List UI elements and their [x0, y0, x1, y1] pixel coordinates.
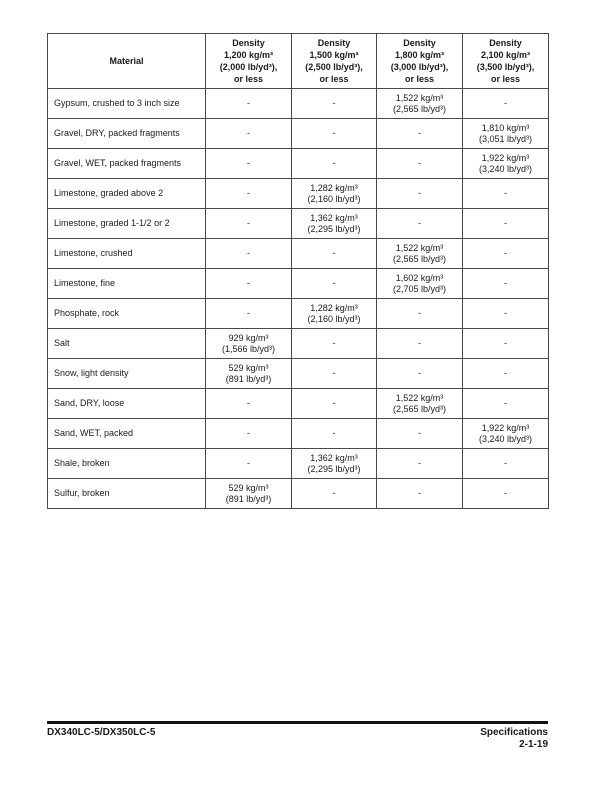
density-value-line: (2,295 lb/yd³) [307, 463, 361, 474]
density-cell: - [463, 449, 549, 479]
header-line: or less [233, 74, 264, 84]
density-column-header [206, 34, 292, 89]
density-cell [463, 119, 549, 149]
table-row [48, 119, 549, 149]
density-cell: - [292, 419, 377, 449]
density-cell: - [206, 299, 292, 329]
density-value-line: (2,565 lb/yd³) [392, 253, 447, 264]
density-value-line: 1,922 kg/m³ [481, 152, 530, 163]
header-line: 1,800 kg/m³ [394, 50, 445, 60]
header-line: or less [404, 74, 435, 84]
material-cell: Snow, light density [48, 359, 206, 389]
density-cell: - [377, 149, 463, 179]
density-cell: - [292, 119, 377, 149]
material-cell: Gravel, DRY, packed fragments [48, 119, 206, 149]
density-cell [292, 209, 377, 239]
density-cell: - [292, 89, 377, 119]
density-cell: - [206, 419, 292, 449]
table-row [48, 479, 549, 509]
header-line: Density [317, 38, 351, 48]
header-line: Density [403, 38, 436, 48]
density-table [47, 33, 549, 509]
material-cell: Shale, broken [48, 449, 206, 479]
density-cell: - [463, 209, 549, 239]
material-cell: Limestone, crushed [48, 239, 206, 269]
density-cell: - [206, 269, 292, 299]
density-cell: - [377, 119, 463, 149]
density-cell: - [206, 179, 292, 209]
density-cell: - [292, 239, 377, 269]
density-cell: - [292, 329, 377, 359]
density-value-line: (3,240 lb/yd³) [478, 433, 533, 444]
density-cell: - [463, 269, 549, 299]
header-line: (3,500 lb/yd³), [476, 62, 535, 72]
density-cell: - [463, 179, 549, 209]
header-line: 1,200 kg/m³ [223, 50, 274, 60]
density-cell: - [377, 329, 463, 359]
density-cell [206, 359, 292, 389]
density-cell: - [463, 359, 549, 389]
density-cell: - [377, 209, 463, 239]
header-line: Density [489, 38, 522, 48]
density-value-line: (1,566 lb/yd³) [221, 343, 276, 354]
material-cell: Sand, WET, packed [48, 419, 206, 449]
density-value-line: 1,282 kg/m³ [310, 182, 358, 193]
header-line: Density [232, 38, 265, 48]
density-value-line: (891 lb/yd³) [225, 373, 272, 384]
density-value-line: (2,295 lb/yd³) [307, 223, 361, 234]
density-value-line: (891 lb/yd³) [225, 493, 272, 504]
density-value-line: 1,362 kg/m³ [310, 452, 358, 463]
density-cell [206, 479, 292, 509]
density-cell: - [292, 359, 377, 389]
density-cell [377, 89, 463, 119]
density-cell: - [206, 149, 292, 179]
density-cell [377, 389, 463, 419]
header-line: or less [490, 74, 521, 84]
header-line: (2,500 lb/yd³), [305, 62, 363, 72]
density-cell: - [463, 239, 549, 269]
header-line: 2,100 kg/m³ [480, 50, 531, 60]
header-line: (3,000 lb/yd³), [390, 62, 449, 72]
density-value-line: 529 kg/m³ [228, 482, 269, 493]
density-value-line: 1,282 kg/m³ [310, 302, 358, 313]
density-cell: - [377, 479, 463, 509]
density-cell [377, 269, 463, 299]
density-value-line: 1,522 kg/m³ [395, 242, 444, 253]
density-cell: - [292, 479, 377, 509]
material-cell: Sulfur, broken [48, 479, 206, 509]
table-row [48, 389, 549, 419]
table-row [48, 179, 549, 209]
table-row [48, 329, 549, 359]
density-value-line: 1,810 kg/m³ [481, 122, 530, 133]
material-cell: Gravel, WET, packed fragments [48, 149, 206, 179]
footer-model-label: DX340LC-5/DX350LC-5 [47, 727, 156, 738]
density-cell: - [206, 449, 292, 479]
material-cell: Limestone, graded above 2 [48, 179, 206, 209]
density-cell [463, 149, 549, 179]
table-row [48, 299, 549, 329]
header-row [48, 34, 549, 89]
density-cell: - [377, 419, 463, 449]
header-line: 1,500 kg/m³ [309, 50, 359, 60]
table-row [48, 149, 549, 179]
table-row [48, 239, 549, 269]
density-cell: - [292, 149, 377, 179]
density-cell: - [463, 299, 549, 329]
material-cell: Limestone, graded 1-1/2 or 2 [48, 209, 206, 239]
density-cell [463, 419, 549, 449]
table-row [48, 419, 549, 449]
density-cell: - [206, 209, 292, 239]
density-value-line: (2,160 lb/yd³) [307, 313, 361, 324]
density-value-line: (2,160 lb/yd³) [307, 193, 361, 204]
material-cell: Limestone, fine [48, 269, 206, 299]
material-cell: Salt [48, 329, 206, 359]
table-row [48, 89, 549, 119]
density-cell: - [206, 389, 292, 419]
density-value-line: (2,565 lb/yd³) [392, 103, 447, 114]
material-cell: Sand, DRY, loose [48, 389, 206, 419]
density-cell: - [377, 449, 463, 479]
density-column-header [463, 34, 549, 89]
density-cell [292, 299, 377, 329]
density-value-line: 1,922 kg/m³ [481, 422, 530, 433]
density-cell: - [292, 389, 377, 419]
density-cell [292, 449, 377, 479]
density-value-line: 1,522 kg/m³ [395, 392, 444, 403]
density-value-line: 1,362 kg/m³ [310, 212, 358, 223]
density-value-line: (2,705 lb/yd³) [392, 283, 447, 294]
density-cell: - [377, 179, 463, 209]
density-value-line: (3,240 lb/yd³) [478, 163, 533, 174]
density-cell: - [463, 329, 549, 359]
density-value-line: 529 kg/m³ [228, 362, 269, 373]
density-value-line: 1,602 kg/m³ [395, 272, 444, 283]
footer-section-label: Specifications [480, 727, 548, 738]
density-value-line: (2,565 lb/yd³) [392, 403, 447, 414]
density-cell [206, 329, 292, 359]
density-value-line: (3,051 lb/yd³) [478, 133, 533, 144]
material-cell: Phosphate, rock [48, 299, 206, 329]
material-column-header: Material [48, 34, 206, 89]
footer-rule [47, 721, 548, 724]
density-cell: - [206, 239, 292, 269]
density-cell: - [463, 389, 549, 419]
density-column-header [377, 34, 463, 89]
density-value-line: 929 kg/m³ [228, 332, 269, 343]
density-cell [377, 239, 463, 269]
density-cell: - [463, 479, 549, 509]
density-cell: - [377, 299, 463, 329]
table-row [48, 359, 549, 389]
footer-page-number: 2-1-19 [519, 739, 548, 750]
density-cell: - [206, 119, 292, 149]
footer-page-info [480, 727, 548, 751]
table-row [48, 269, 549, 299]
header-line: (2,000 lb/yd³), [219, 62, 278, 72]
table-row [48, 449, 549, 479]
header-line: or less [319, 74, 349, 84]
table-row [48, 209, 549, 239]
material-cell: Gypsum, crushed to 3 inch size [48, 89, 206, 119]
density-column-header [292, 34, 377, 89]
density-value-line: 1,522 kg/m³ [395, 92, 444, 103]
density-cell: - [206, 89, 292, 119]
density-cell: - [292, 269, 377, 299]
density-cell: - [377, 359, 463, 389]
density-cell [292, 179, 377, 209]
density-cell: - [463, 89, 549, 119]
